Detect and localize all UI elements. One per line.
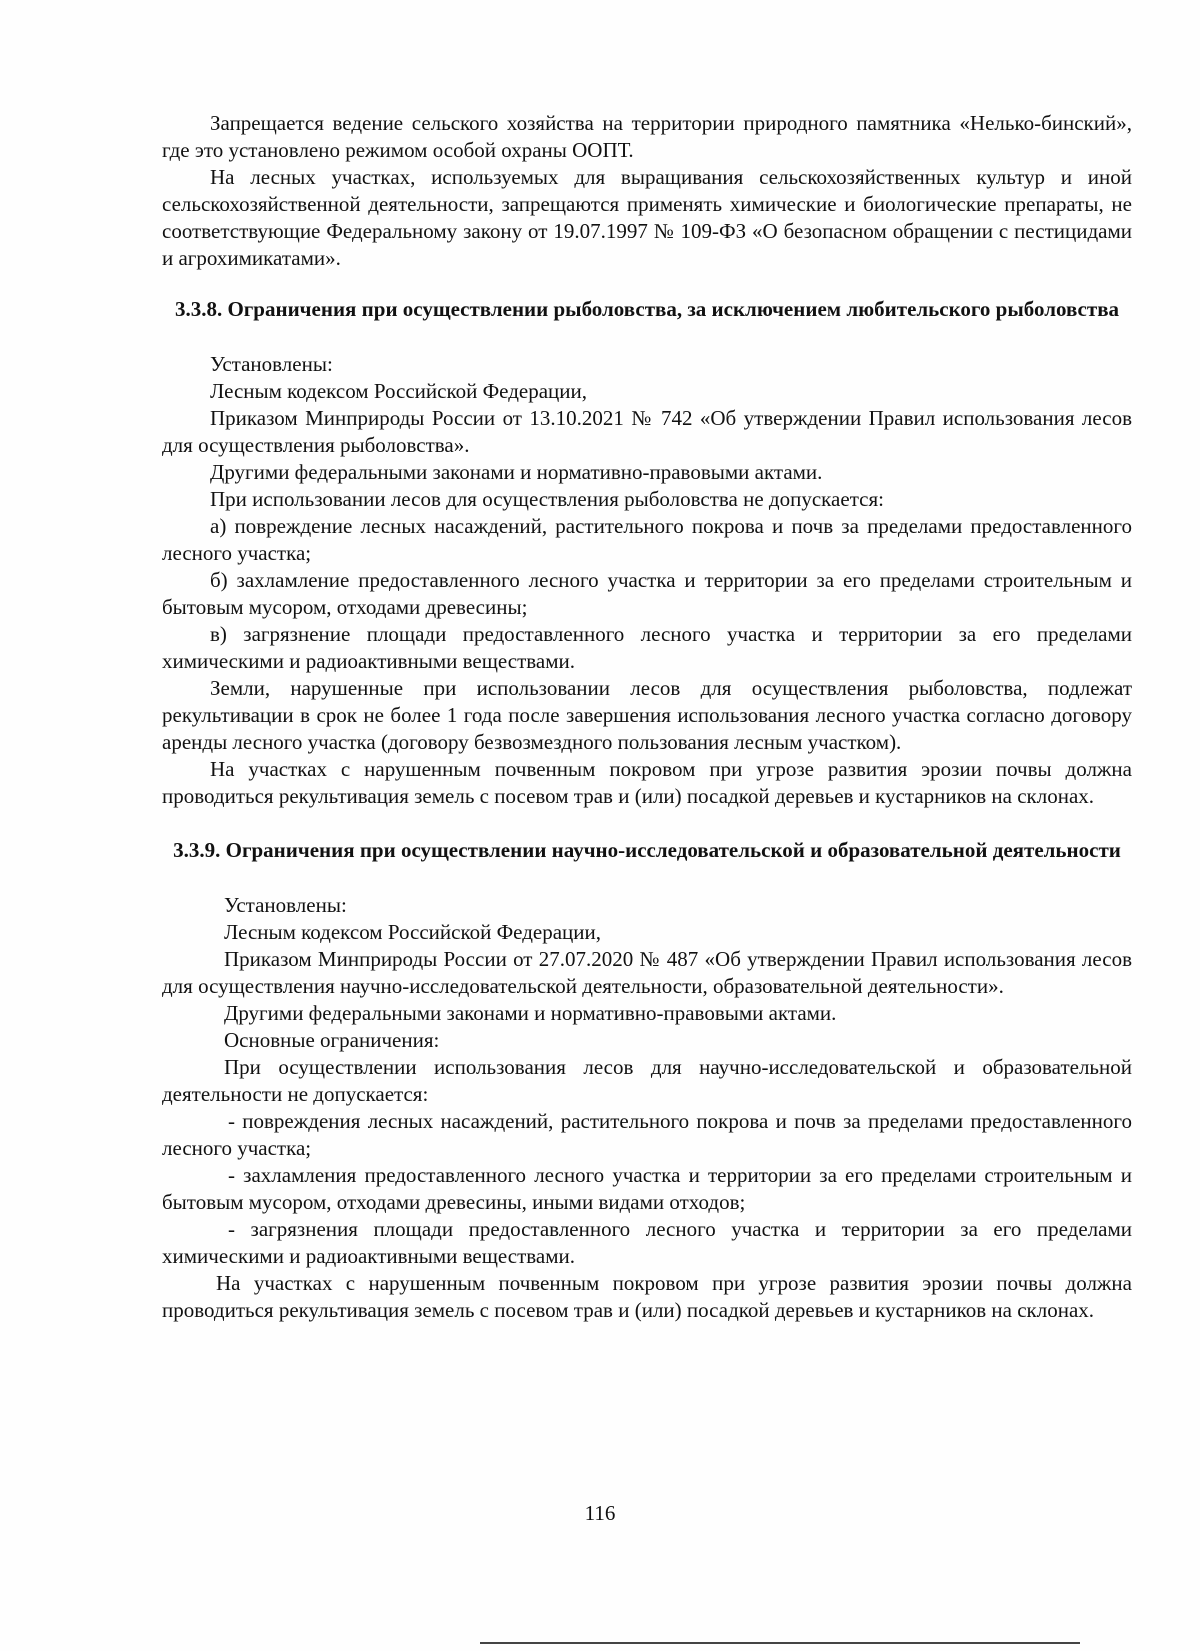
section-338-paragraph: Другими федеральными законами и нормативно-правовыми актами.	[210, 460, 823, 484]
section-339-paragraph: При осуществлении использования лесов для научно-исследовательской и образовательной деятельности не допускается:	[162, 1055, 1132, 1106]
scan-edge-line	[480, 1642, 1080, 1644]
section-339-paragraph: - захламления предоставленного лесного участка и территории за его пределами строительным и бытовым мусором, отходами древесины, иными видами отходов;	[162, 1163, 1132, 1214]
intro-paragraph-2: На лесных участках, используемых для выращивания сельскохозяйственных культур и иной сельскохозяйственной деятельности, запрещаются применять химические и биологические препараты, не соответствующие Федеральному закону от 19.07.1997 № 109-ФЗ «О безопасном обращении с пестицидами и агрохимикатами».	[162, 165, 1132, 270]
section-338-paragraph: Приказом Минприроды России от 13.10.2021 № 742 «Об утверждении Правил использования лесов для осуществления рыболовства».	[162, 406, 1132, 457]
section-338-paragraph: Земли, нарушенные при использовании лесов для осуществления рыболовства, подлежат рекультивации в срок не более 1 года после завершения использования лесного участка согласно договору аренды лесного участка (договору безвозмездного пользования лесным участком).	[162, 676, 1132, 754]
page-number: 116	[584, 1501, 616, 1525]
section-339-paragraph: Приказом Минприроды России от 27.07.2020 № 487 «Об утверждении Правил использования лесов для осуществления научно-исследовательской деятельности, образовательной деятельности».	[162, 947, 1132, 998]
section-338-paragraph: а) повреждение лесных насаждений, растительного покрова и почв за пределами предоставленного лесного участка;	[162, 514, 1132, 565]
section-338-paragraph: При использовании лесов для осуществления рыболовства не допускается:	[210, 487, 884, 511]
section-338-paragraph: На участках с нарушенным почвенным покровом при угрозе развития эрозии почвы должна проводиться рекультивация земель с посевом трав и (или) посадкой деревьев и кустарников на склонах.	[162, 757, 1132, 808]
section-338-paragraph: Установлены:	[210, 352, 333, 376]
section-339-heading: 3.3.9. Ограничения при осуществлении научно-исследовательской и образовательной деятельности	[173, 838, 1121, 862]
section-339-paragraph: На участках с нарушенным почвенным покровом при угрозе развития эрозии почвы должна проводиться рекультивация земель с посевом трав и (или) посадкой деревьев и кустарников на склонах.	[162, 1271, 1132, 1322]
section-339-paragraph: Основные ограничения:	[224, 1028, 440, 1052]
section-338-heading: 3.3.8. Ограничения при осуществлении рыболовства, за исключением любительского рыболовства	[174, 297, 1120, 321]
section-338-paragraph: Лесным кодексом Российской Федерации,	[210, 379, 587, 403]
intro-paragraph-1: Запрещается ведение сельского хозяйства на территории природного памятника «Нелько-бинский», где это установлено режимом особой охраны ООПТ.	[162, 111, 1132, 162]
section-339-paragraph: Установлены:	[224, 893, 347, 917]
section-338-paragraph: б) захламление предоставленного лесного участка и территории за его пределами строительным и бытовым мусором, отходами древесины;	[162, 568, 1132, 619]
page-content	[162, 110, 1132, 1324]
section-339-paragraph: - повреждения лесных насаждений, растительного покрова и почв за пределами предоставленного лесного участка;	[162, 1109, 1132, 1160]
section-339-paragraph: Лесным кодексом Российской Федерации,	[224, 920, 601, 944]
section-338-paragraph: в) загрязнение площади предоставленного лесного участка и территории за его пределами химическими и радиоактивными веществами.	[162, 622, 1132, 673]
section-339-paragraph: - загрязнения площади предоставленного лесного участка и территории за его пределами химическими и радиоактивными веществами.	[162, 1217, 1132, 1268]
section-339-paragraph: Другими федеральными законами и нормативно-правовыми актами.	[224, 1001, 837, 1025]
